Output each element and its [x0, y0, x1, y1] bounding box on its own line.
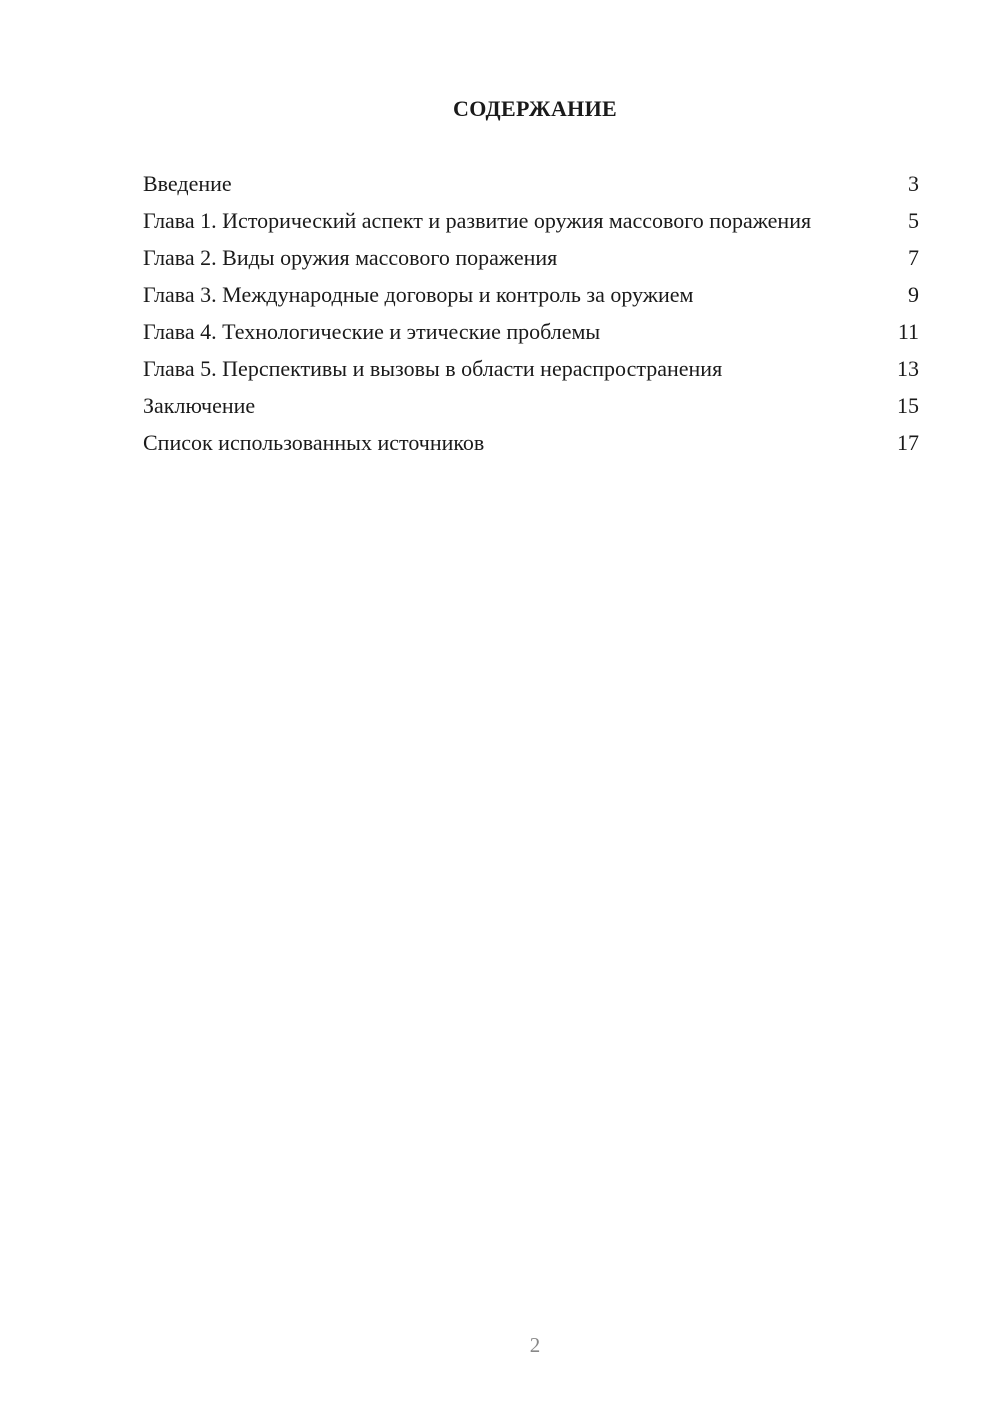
toc-entry-references [143, 429, 919, 456]
toc-entry-label: Глава 3. Международные договоры и контроль за оружием [143, 282, 694, 307]
page-number: 2 [529, 1333, 541, 1357]
toc-entry-label: Глава 2. Виды оружия массового поражения [143, 245, 558, 270]
toc-entry-chapter-3 [143, 281, 919, 308]
toc-entry-label: Глава 5. Перспективы и вызовы в области нераспространения [143, 356, 723, 381]
toc-entry-page: 7 [908, 245, 919, 270]
toc-entry-introduction [143, 170, 919, 197]
toc-entry-chapter-1 [143, 207, 919, 234]
toc-entry-label: Глава 1. Исторический аспект и развитие оружия массового поражения [143, 208, 812, 233]
toc-entry-page: 9 [908, 282, 919, 307]
table-of-contents [143, 170, 919, 466]
toc-entry-page: 17 [897, 430, 919, 455]
toc-entry-page: 15 [897, 393, 919, 418]
toc-entry-page: 3 [908, 171, 919, 196]
toc-entry-label: Глава 4. Технологические и этические проблемы [143, 319, 601, 344]
toc-entry-page: 13 [897, 356, 919, 381]
toc-entry-page: 11 [897, 319, 919, 344]
toc-entry-chapter-2 [143, 244, 919, 271]
toc-entry-page: 5 [908, 208, 919, 233]
toc-entry-label: Введение [143, 171, 232, 196]
toc-entry-chapter-5 [143, 355, 919, 382]
toc-entry-conclusion [143, 392, 919, 419]
toc-entry-label: Заключение [143, 393, 256, 418]
page-title: СОДЕРЖАНИЕ [453, 96, 617, 121]
toc-entry-chapter-4 [143, 318, 919, 345]
toc-entry-label: Список использованных источников [143, 430, 485, 455]
